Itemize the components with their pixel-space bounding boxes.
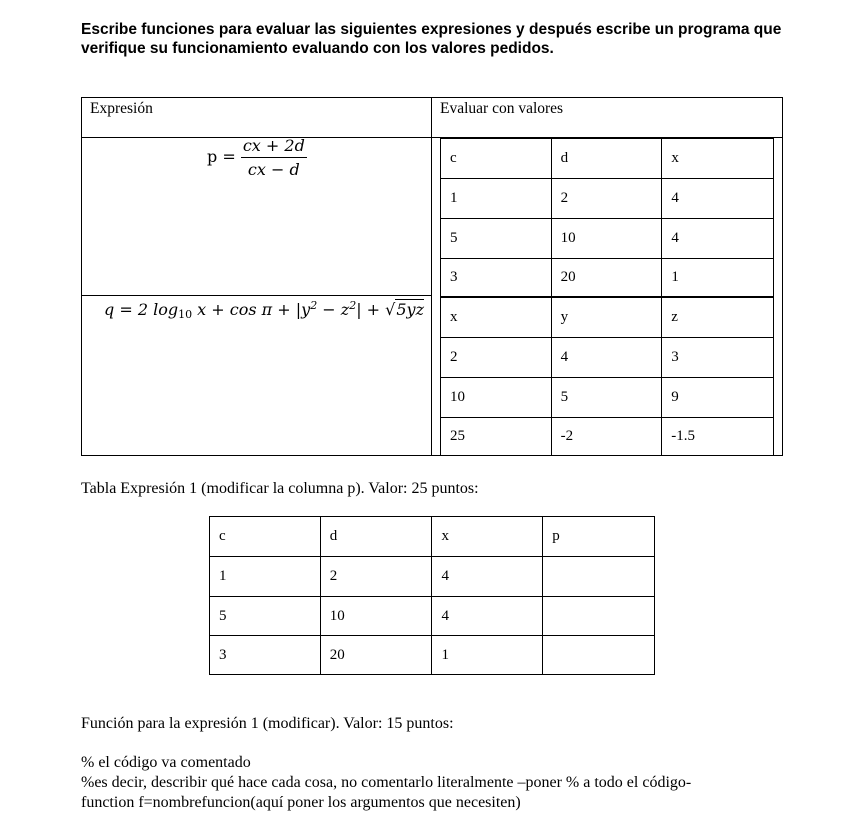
cell: 5	[210, 597, 321, 636]
expr2-sub10: 10	[178, 308, 193, 321]
table1-caption: Tabla Expresión 1 (modificar la columna p). Valor: 25 puntos:	[81, 480, 479, 497]
table-row	[441, 338, 774, 378]
table-row	[441, 179, 774, 219]
cell: 20	[551, 259, 662, 297]
expr1-values-table	[440, 138, 774, 297]
header-evaluar: Evaluar con valores	[440, 100, 564, 117]
cell: 4	[662, 179, 774, 219]
cell: 20	[320, 636, 432, 675]
cell: 3	[210, 636, 321, 675]
cell: 10	[441, 378, 552, 418]
table-row	[210, 636, 655, 675]
cell: -2	[551, 418, 662, 456]
main-table-col-divider	[431, 97, 432, 456]
code-line-1: % el código va comentado	[81, 754, 251, 771]
main-table-row-divider	[81, 295, 432, 296]
table-row	[210, 557, 655, 597]
p-cell[interactable]	[543, 597, 655, 636]
expr2-header-y: y	[551, 298, 662, 338]
expr1-denominator: cx − d	[247, 160, 300, 179]
cell: 4	[662, 219, 774, 259]
expr2-sup2: 2	[349, 299, 357, 312]
expr1-header-c: c	[441, 139, 552, 179]
expr2-part2: x + cos π + |y	[192, 300, 311, 319]
expr2-values-table	[440, 297, 774, 456]
code-line-2: %es decir, describir qué hace cada cosa, no comentarlo literalmente –poner % a todo el código-	[81, 774, 692, 791]
expr2-part4: | +	[356, 300, 386, 319]
table1-header-d: d	[320, 517, 432, 557]
expr2-part1: q = 2 log	[104, 300, 179, 319]
cell: 4	[432, 557, 543, 597]
table1-header-p: p	[543, 517, 655, 557]
table-row	[210, 597, 655, 636]
cell: 1	[441, 179, 552, 219]
sqrt-sign: √	[385, 300, 396, 319]
table-row	[441, 378, 774, 418]
table1-header-c: c	[210, 517, 321, 557]
expr2-header-x: x	[441, 298, 552, 338]
expr2-header-z: z	[662, 298, 774, 338]
table-row	[441, 418, 774, 456]
expression-1	[207, 136, 307, 179]
expr1-header-x: x	[662, 139, 774, 179]
cell: 10	[320, 597, 432, 636]
expr1-lhs: p =	[207, 147, 236, 166]
cell: 1	[210, 557, 321, 597]
expr2-part3: − z	[317, 300, 350, 319]
cell: 4	[432, 597, 543, 636]
cell: 1	[662, 259, 774, 297]
instruction-text: Escribe funciones para evaluar las siguientes expresiones y después escribe un programa que verifique su funcionamiento evaluando con los valores pedidos.	[81, 21, 782, 57]
cell: 3	[441, 259, 552, 297]
table-expresion-1	[209, 516, 655, 675]
cell: 2	[320, 557, 432, 597]
expr2-radicand: 5yz	[396, 300, 425, 319]
cell: 3	[662, 338, 774, 378]
table-row	[441, 259, 774, 297]
cell: -1.5	[662, 418, 774, 456]
cell: 2	[441, 338, 552, 378]
expr2-sup1: 2	[310, 299, 318, 312]
p-cell[interactable]	[543, 557, 655, 597]
expr1-fraction	[241, 136, 307, 179]
cell: 10	[551, 219, 662, 259]
cell: 25	[441, 418, 552, 456]
expr1-numerator: cx + 2d	[241, 136, 307, 158]
header-expresion: Expresión	[90, 100, 153, 117]
expr1-header-d: d	[551, 139, 662, 179]
expression-2	[104, 299, 424, 321]
table-row	[441, 219, 774, 259]
code-line-3: function f=nombrefuncion(aquí poner los argumentos que necesiten)	[81, 794, 521, 811]
function-caption: Función para la expresión 1 (modificar). Valor: 15 puntos:	[81, 715, 454, 732]
p-cell[interactable]	[543, 636, 655, 675]
cell: 9	[662, 378, 774, 418]
cell: 1	[432, 636, 543, 675]
table1-header-x: x	[432, 517, 543, 557]
cell: 5	[551, 378, 662, 418]
cell: 2	[551, 179, 662, 219]
cell: 5	[441, 219, 552, 259]
cell: 4	[551, 338, 662, 378]
